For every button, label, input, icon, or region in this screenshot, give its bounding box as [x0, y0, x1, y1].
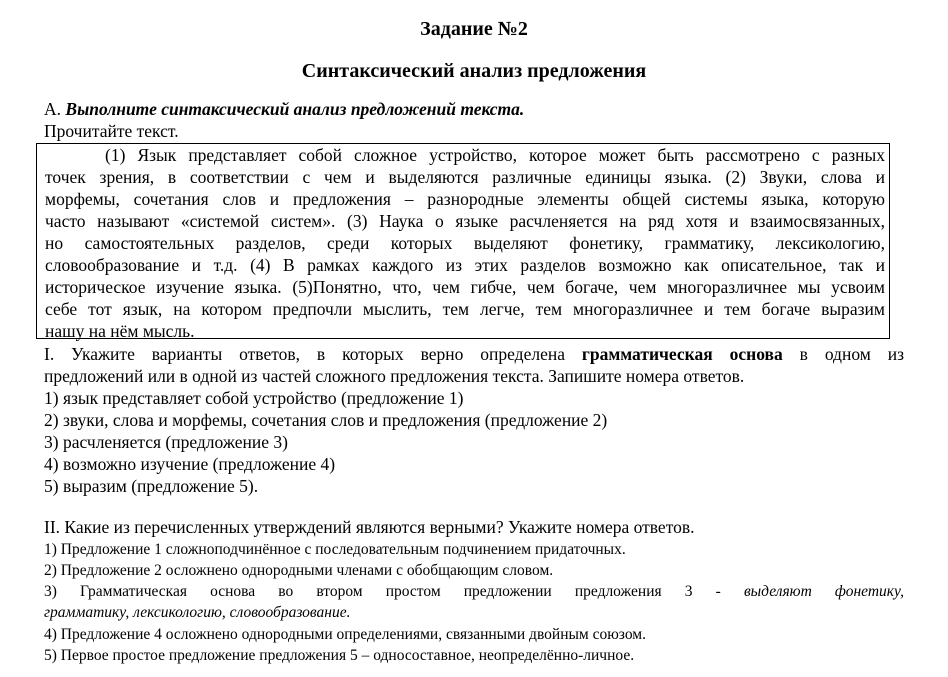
text-line: но самостоятельных разделов, среди которых выделяют фонетику, грамматику, лексикологию,	[45, 233, 885, 253]
question1-option: 4) возможно изучение (предложение 4)	[44, 454, 336, 474]
text-line: нашу на нём мысль.	[45, 321, 195, 341]
question1-option: 3) расчленяется (предложение 3)	[44, 432, 288, 452]
question2-option3-line1	[44, 581, 904, 603]
question2-option3-italic: выделяют фонетику,	[743, 583, 905, 600]
question1-bold: грамматическая основа	[581, 344, 783, 364]
question2-option3-start: 3) Грамматическая основа во втором простом предложении предложения 3 -	[44, 583, 721, 600]
question2-prompt: II. Какие из перечисленных утверждений являются верными? Укажите номера ответов.	[44, 517, 695, 537]
text-line: (1) Язык представляет собой сложное устройство, которое может быть рассмотрено с разных	[45, 145, 885, 165]
text-line: морфемы, сочетания слов и предложения – разнородные элементы общей системы языка, которую	[45, 189, 885, 209]
text-box	[36, 143, 890, 339]
question2-option: 1) Предложение 1 сложноподчинённое с последовательным подчинением придаточных.	[44, 541, 626, 558]
page-subtitle: Синтаксический анализ предложения	[301, 60, 647, 82]
question2-option: 2) Предложение 2 осложнено однородными членами с обобщающим словом.	[44, 562, 554, 579]
question1-line1	[44, 343, 904, 365]
read-instruction: Прочитайте текст.	[44, 121, 179, 141]
instruction-prefix: А.	[44, 99, 66, 119]
question2-option: 4) Предложение 4 осложнено однородными определениями, связанными двойным союзом.	[44, 626, 646, 643]
text-line: словообразование и т.д. (4) В рамках каждого из этих разделов возможно как описательное, так и	[45, 255, 885, 275]
question1-line2: предложений или в одной из частей сложного предложения текста. Запишите номера ответов.	[44, 366, 745, 386]
question1-option: 2) звуки, слова и морфемы, сочетания слов и предложения (предложение 2)	[44, 410, 608, 430]
text-line: себе тот язык, на котором предпочли мыслить, тем легче, тем многоразличнее и тем богаче выразим	[45, 299, 885, 319]
question1-end: в одном из	[799, 344, 905, 364]
text-line: часто называют «системой систем». (3) Наука о языке расчленяется на ряд хотя и взаимосвязанных,	[45, 211, 885, 231]
question2-option3-line2: грамматику, лексикологию, словообразование.	[44, 604, 351, 621]
question2-option: 5) Первое простое предложение предложения 5 – односоставное, неопределённо-личное.	[44, 647, 635, 664]
instruction-line	[44, 98, 524, 120]
task-title: Задание №2	[420, 18, 528, 40]
question1-option: 5) выразим (предложение 5).	[44, 476, 259, 496]
instruction-text: Выполните синтаксический анализ предложений текста.	[65, 99, 525, 119]
text-line: точек зрения, в соответствии с чем и выделяются различные единицы языка. (2) Звуки, слова и	[45, 167, 885, 187]
text-line: историческое изучение языка. (5)Понятно, что, чем гибче, чем богаче, чем многоразличнее мы усвоим	[45, 277, 885, 297]
question1-start: I. Укажите варианты ответов, в которых верно определена	[44, 344, 565, 364]
question1-option: 1) язык представляет собой устройство (предложение 1)	[44, 388, 464, 408]
